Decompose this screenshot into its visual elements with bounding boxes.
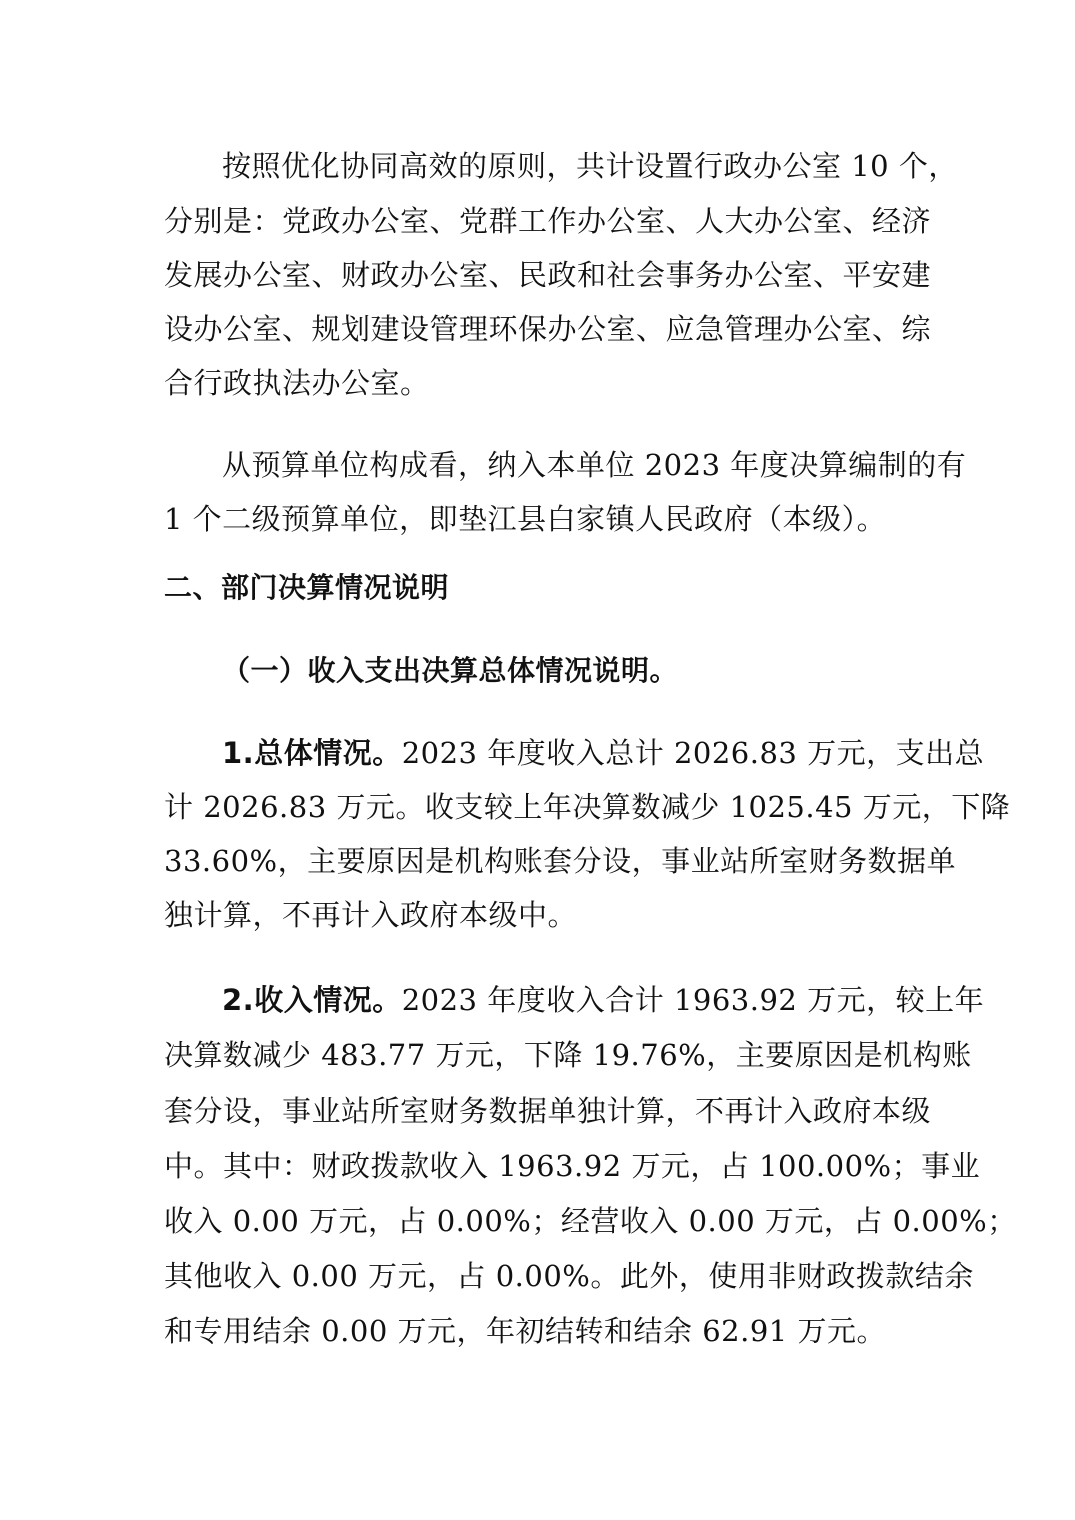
paragraph-1-line-1: 按照优化协同高效的原则，共计设置行政办公室 10 个， (222, 149, 958, 183)
paragraph-4-line-1 (222, 980, 985, 1020)
paragraph-3-line-1 (222, 733, 985, 773)
paragraph-4-line-3: 套分设，事业站所室财务数据单独计算，不再计入政府本级 (164, 1094, 932, 1128)
paragraph-4-line-4: 中。其中：财政拨款收入 1963.92 万元，占 100.00%；事业 (164, 1149, 981, 1183)
paragraph-3-lead: 1.总体情况。 (222, 736, 402, 770)
paragraph-1-line-5: 合行政执法办公室。 (164, 366, 430, 400)
subsection-heading: （一）收入支出决算总体情况说明。 (222, 654, 679, 687)
paragraph-4-line-2: 决算数减少 483.77 万元，下降 19.76%，主要原因是机构账 (164, 1038, 972, 1072)
paragraph-3-line-1-text: 2023 年度收入总计 2026.83 万元，支出总 (401, 736, 985, 770)
paragraph-4-line-1-text: 2023 年度收入合计 1963.92 万元，较上年 (401, 983, 985, 1017)
section-heading: 二、部门决算情况说明 (164, 571, 450, 604)
paragraph-3-line-3: 33.60%，主要原因是机构账套分设，事业站所室财务数据单 (164, 844, 957, 878)
paragraph-1-line-4: 设办公室、规划建设管理环保办公室、应急管理办公室、综 (164, 312, 932, 346)
paragraph-2-line-1: 从预算单位构成看，纳入本单位 2023 年度决算编制的有 (222, 448, 967, 482)
paragraph-4-lead: 2.收入情况。 (222, 983, 402, 1017)
paragraph-1-line-2: 分别是：党政办公室、党群工作办公室、人大办公室、经济 (164, 204, 932, 238)
paragraph-2-line-2: 1 个二级预算单位，即垫江县白家镇人民政府（本级）。 (164, 502, 887, 536)
paragraph-4-line-5: 收入 0.00 万元，占 0.00%；经营收入 0.00 万元，占 0.00%； (164, 1204, 1017, 1238)
paragraph-4-line-6: 其他收入 0.00 万元，占 0.00%。此外，使用非财政拨款结余 (164, 1259, 974, 1293)
paragraph-3-line-2: 计 2026.83 万元。收支较上年决算数减少 1025.45 万元，下降 (164, 790, 1011, 824)
paragraph-3-line-4: 独计算，不再计入政府本级中。 (164, 898, 578, 932)
paragraph-4-line-7: 和专用结余 0.00 万元，年初结转和结余 62.91 万元。 (164, 1314, 886, 1348)
paragraph-1-line-3: 发展办公室、财政办公室、民政和社会事务办公室、平安建 (164, 258, 932, 292)
